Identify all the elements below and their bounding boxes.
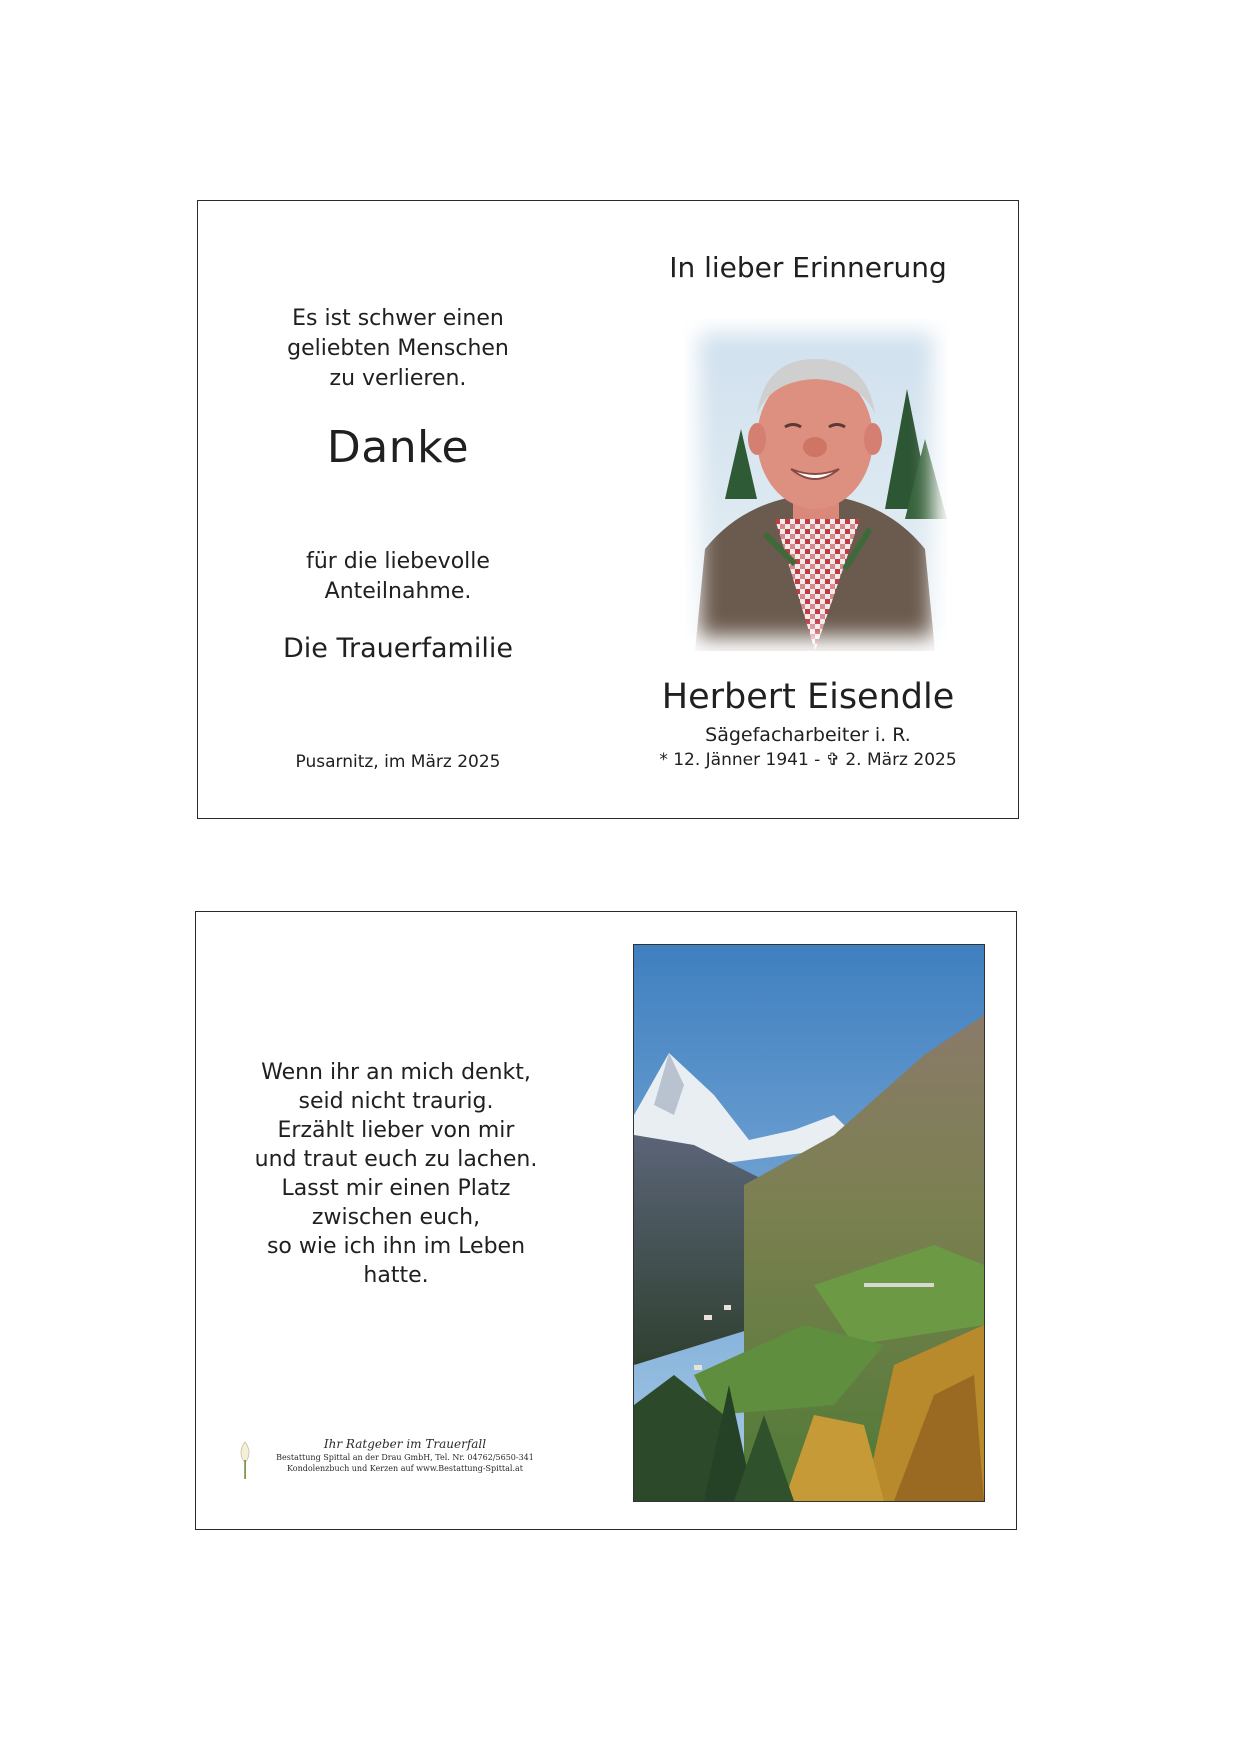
- intro-line-1: Es ist schwer einen: [292, 306, 504, 331]
- poem-line-1: Wenn ihr an mich denkt,: [261, 1060, 531, 1085]
- front-card: [197, 200, 1019, 819]
- portrait-image: [685, 319, 947, 651]
- poem-line-2: seid nicht traurig.: [298, 1089, 494, 1114]
- poem-line-5: Lasst mir einen Platz: [281, 1176, 511, 1201]
- thanks-line-1: für die liebevolle: [306, 549, 490, 574]
- landscape-image: [634, 945, 984, 1501]
- memory-heading: In lieber Erinnerung: [669, 251, 947, 284]
- place-date: Pusarnitz, im März 2025: [295, 752, 501, 772]
- poem-line-7: so wie ich ihn im Leben hatte.: [266, 1234, 526, 1288]
- poem-line-6: zwischen euch,: [311, 1205, 481, 1230]
- funeral-home-footer: [260, 1436, 550, 1474]
- intro-line-2: geliebten Menschen: [287, 336, 509, 361]
- portrait-photo: [685, 319, 947, 651]
- footer-contact: Bestattung Spittal an der Drau GmbH, Tel. Nr. 04762/5650-341: [276, 1453, 534, 1462]
- calla-lily-icon: [238, 1440, 252, 1480]
- poem: [236, 1058, 556, 1290]
- mountain-landscape-photo: [633, 944, 985, 1502]
- footer-tagline: Ihr Ratgeber im Trauerfall: [323, 1437, 487, 1451]
- deceased-name: Herbert Eisendle: [661, 677, 955, 717]
- footer-website: Kondolenzbuch und Kerzen auf www.Bestattung-Spittal.at: [287, 1464, 523, 1473]
- back-card: [195, 911, 1017, 1530]
- intro-text: [258, 304, 538, 394]
- intro-line-3: zu verlieren.: [329, 366, 467, 391]
- occupation: Sägefacharbeiter i. R.: [705, 724, 911, 746]
- thanks-text: [258, 547, 538, 607]
- family-signature: Die Trauerfamilie: [283, 633, 513, 664]
- thanks-heading: Danke: [326, 422, 470, 473]
- thanks-line-2: Anteilnahme.: [324, 579, 472, 604]
- poem-line-4: und traut euch zu lachen.: [254, 1147, 538, 1172]
- life-dates: * 12. Jänner 1941 - ✞ 2. März 2025: [659, 750, 957, 770]
- poem-line-3: Erzählt lieber von mir: [277, 1118, 515, 1143]
